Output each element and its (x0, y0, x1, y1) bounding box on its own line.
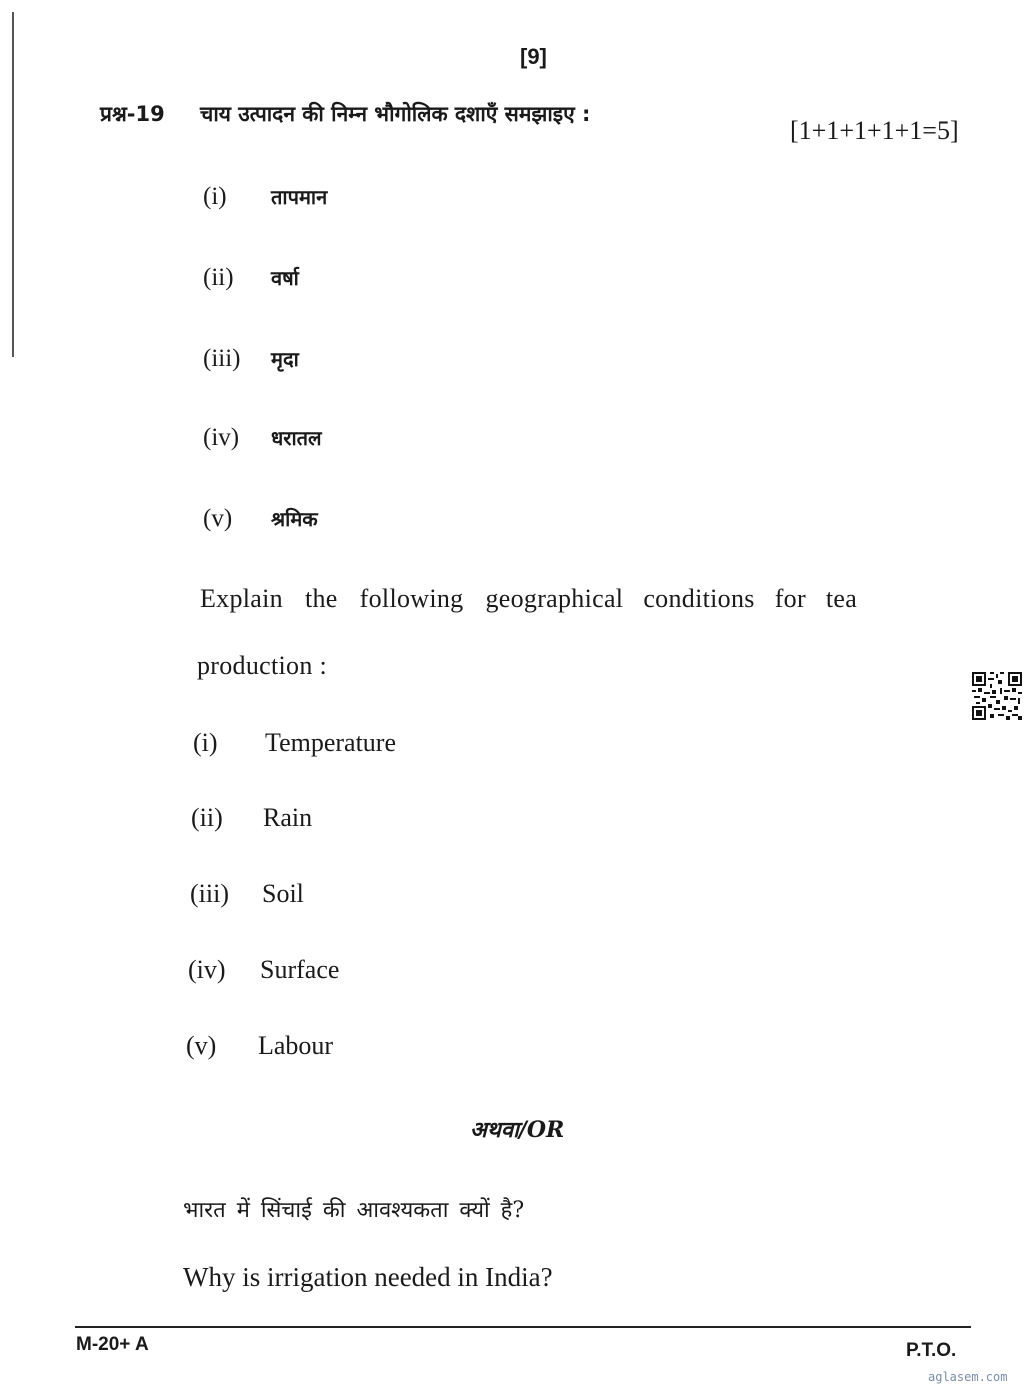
list-item (188, 955, 339, 985)
list-item-number: (ii) (191, 803, 223, 832)
footer-divider (75, 1326, 971, 1328)
question-text-hindi: चाय उत्पादन की निम्न भौगोलिक दशाएँ समझाइए : (200, 102, 591, 126)
word: Explain (200, 584, 283, 613)
list-item-text: Soil (262, 879, 304, 908)
list-item (203, 345, 299, 373)
list-item-text: Temperature (265, 728, 396, 757)
list-item (191, 803, 312, 833)
list-item-number: (iv) (203, 424, 240, 451)
list-item (203, 183, 327, 211)
please-turn-over: P.T.O. (906, 1340, 957, 1361)
list-item-text: मृदा (271, 347, 299, 371)
list-item-number: (i) (193, 728, 218, 757)
watermark: aglasem.com (928, 1370, 1008, 1384)
paper-code: M-20+ A (76, 1334, 149, 1355)
page-edge-line (12, 12, 14, 357)
list-item-text: Surface (260, 955, 340, 984)
list-item-number: (v) (203, 505, 233, 532)
list-item (193, 728, 396, 758)
list-item (203, 424, 322, 452)
list-item-number: (iv) (188, 955, 226, 984)
list-item (186, 1031, 333, 1061)
alt-question-english: Why is irrigation needed in India? (183, 1262, 553, 1292)
list-item-number: (i) (203, 183, 227, 210)
or-label: अथवा/OR (470, 1117, 565, 1143)
list-item-text: तापमान (271, 185, 328, 209)
alt-question-hindi: भारत में सिंचाई की आवश्यकता क्यों है? (183, 1198, 525, 1223)
qr-code-icon (972, 672, 1022, 720)
list-item-number: (ii) (203, 264, 234, 291)
question-text-english-line2: production : (197, 651, 327, 680)
list-item-number: (iii) (190, 879, 229, 908)
list-item (203, 505, 318, 533)
page-number: [9] (520, 44, 547, 69)
word: for (774, 584, 806, 613)
list-item-text: Rain (263, 803, 313, 832)
list-item-text: वर्षा (271, 266, 299, 290)
question-label: प्रश्न-19 (100, 102, 165, 126)
list-item-number: (v) (186, 1031, 217, 1060)
list-item-text: धरातल (271, 426, 322, 450)
word: geographical (485, 584, 624, 613)
word: conditions (643, 584, 755, 613)
word: following (359, 584, 464, 613)
list-item-number: (iii) (203, 345, 241, 372)
list-item (190, 879, 304, 909)
question-marks: [1+1+1+1+1=5] (790, 116, 959, 145)
list-item-text: श्रमिक (271, 507, 318, 531)
word: tea (825, 584, 858, 613)
list-item-text: Labour (258, 1031, 334, 1060)
word: the (304, 584, 338, 613)
question-text-english-line1 (200, 584, 857, 614)
list-item (203, 264, 299, 292)
